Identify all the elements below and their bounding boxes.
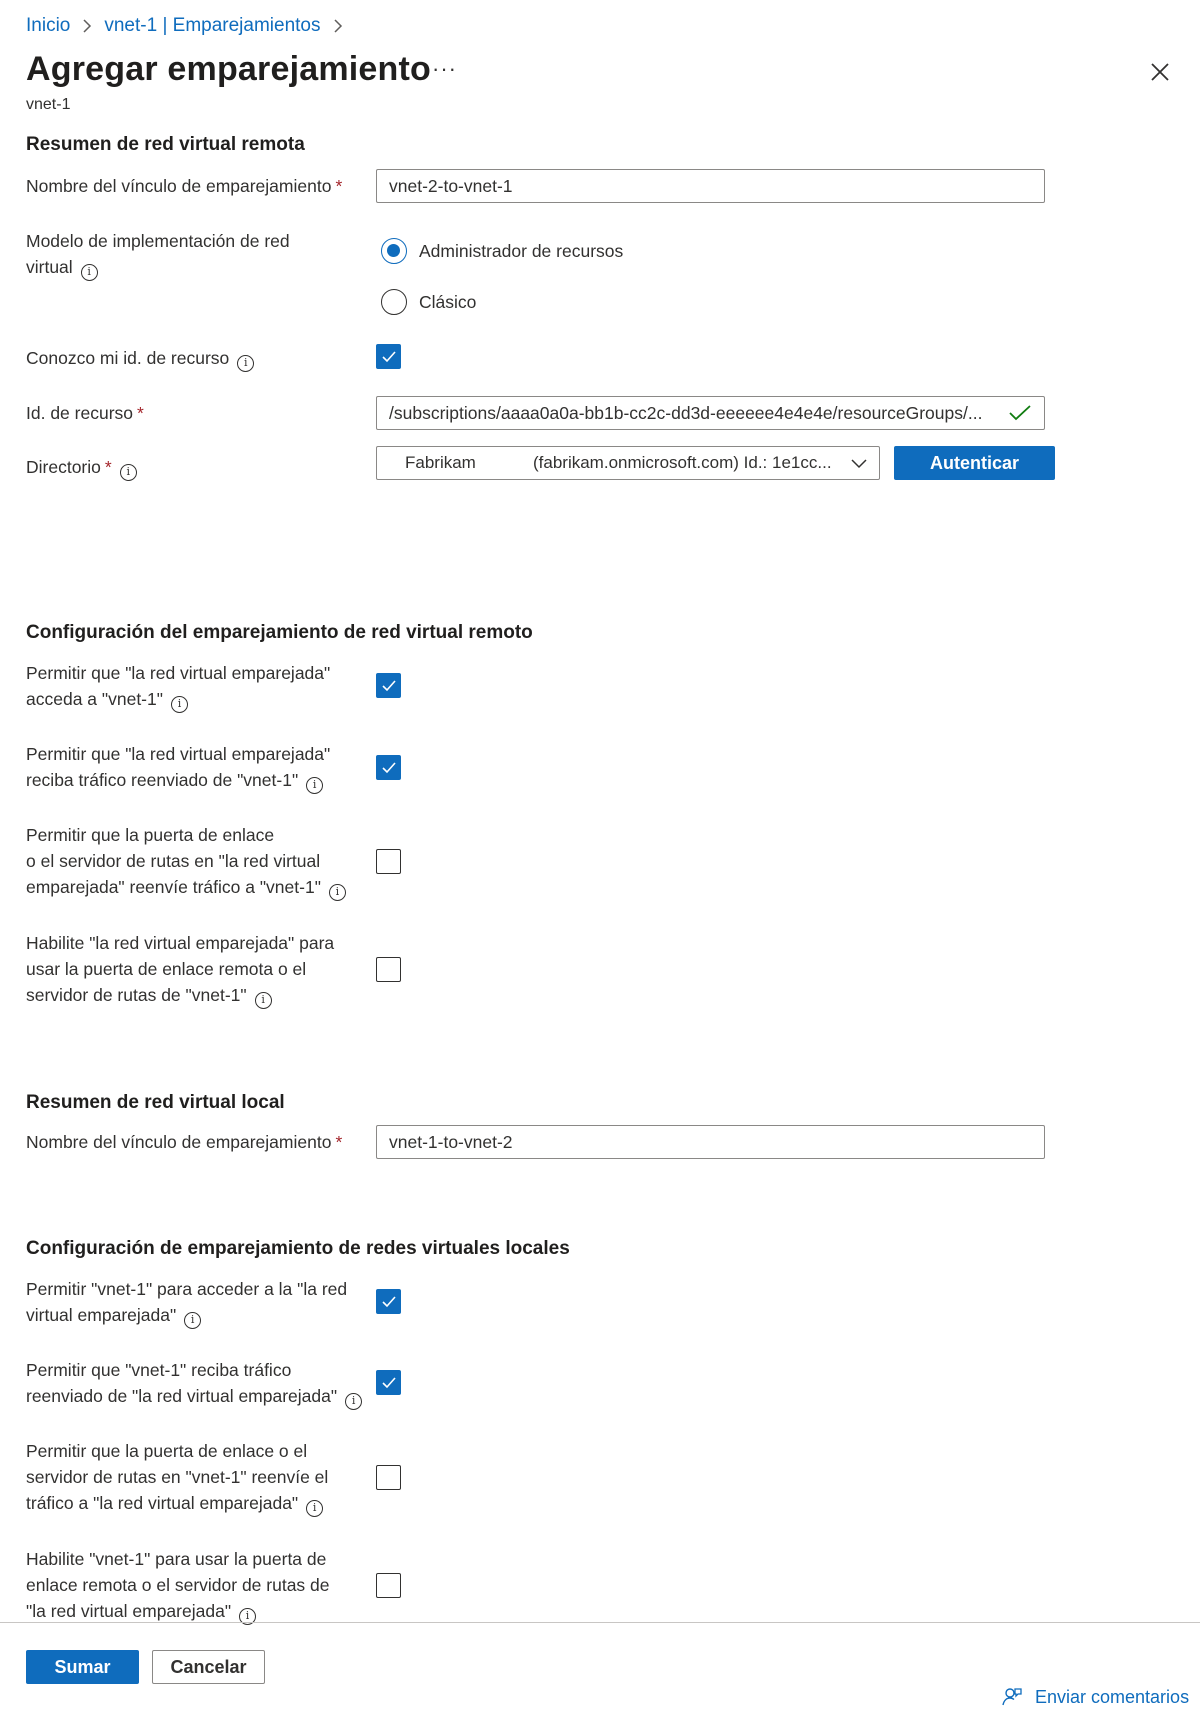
local-option-1-label: Permitir "vnet-1" para acceder a la "la red virtual emparejada" i bbox=[26, 1276, 366, 1329]
radio-button-selected[interactable] bbox=[381, 238, 407, 264]
deploy-model-label: Modelo de implementación de red virtual i bbox=[26, 228, 326, 281]
breadcrumb bbox=[26, 12, 355, 40]
info-icon[interactable]: i bbox=[237, 355, 254, 372]
info-icon[interactable]: i bbox=[306, 777, 323, 794]
local-option-2-label: Permitir que "vnet-1" reciba tráfico reenviado de "la red virtual emparejada" i bbox=[26, 1357, 376, 1410]
chevron-right-icon bbox=[82, 18, 92, 34]
breadcrumb-home-link[interactable]: Inicio bbox=[26, 15, 71, 36]
remote-peering-link-input[interactable] bbox=[376, 169, 1045, 203]
more-options-button[interactable]: ··· bbox=[432, 56, 457, 81]
remote-peering-link-label: Nombre del vínculo de emparejamiento * bbox=[26, 176, 343, 196]
local-peering-link-label: Nombre del vínculo de emparejamiento * bbox=[26, 1132, 343, 1152]
section-title-remote-config: Configuración del emparejamiento de red virtual remoto bbox=[26, 622, 533, 643]
know-resource-id-checkbox[interactable] bbox=[376, 344, 401, 369]
chevron-right-icon bbox=[333, 18, 343, 34]
local-peering-link-value: vnet-1-to-vnet-2 bbox=[389, 1131, 513, 1152]
info-icon[interactable]: i bbox=[329, 884, 346, 901]
info-icon[interactable]: i bbox=[120, 464, 137, 481]
remote-option-3-label: Permitir que la puerta de enlace o el servidor de rutas en "la red virtual emparejada" reenvíe tráfico a "vnet-1" i bbox=[26, 822, 366, 901]
remote-option-3-checkbox[interactable] bbox=[376, 849, 401, 874]
local-option-4-checkbox[interactable] bbox=[376, 1573, 401, 1598]
section-title-local-config: Configuración de emparejamiento de redes virtuales locales bbox=[26, 1238, 570, 1259]
info-icon[interactable]: i bbox=[184, 1312, 201, 1329]
remote-option-1-label: Permitir que "la red virtual emparejada" acceda a "vnet-1" i bbox=[26, 660, 366, 713]
directory-dropdown[interactable] bbox=[376, 446, 880, 480]
checkmark-icon bbox=[377, 756, 400, 779]
info-icon[interactable]: i bbox=[239, 1608, 256, 1625]
page-subtitle: vnet-1 bbox=[26, 96, 71, 113]
checkmark-icon bbox=[377, 1290, 400, 1313]
local-option-3-checkbox[interactable] bbox=[376, 1465, 401, 1490]
checkmark-icon bbox=[377, 345, 400, 368]
local-peering-link-input[interactable] bbox=[376, 1125, 1045, 1159]
info-icon[interactable]: i bbox=[171, 696, 188, 713]
checkmark-icon bbox=[1008, 404, 1032, 422]
checkmark-icon bbox=[377, 674, 400, 697]
local-option-4-label: Habilite "vnet-1" para usar la puerta de enlace remota o el servidor de rutas de "la red virtual emparejada" i bbox=[26, 1546, 366, 1625]
local-option-1-checkbox[interactable] bbox=[376, 1289, 401, 1314]
know-resource-id-label: Conozco mi id. de recurso i bbox=[26, 345, 366, 372]
breadcrumb-peerings-link[interactable]: vnet-1 | Emparejamientos bbox=[104, 15, 321, 36]
resource-id-input[interactable] bbox=[376, 396, 1045, 430]
close-icon bbox=[1146, 58, 1174, 86]
info-icon[interactable]: i bbox=[255, 992, 272, 1009]
directory-detail: (fabrikam.onmicrosoft.com) Id.: 1e1cc... bbox=[533, 453, 832, 472]
resource-id-value: /subscriptions/aaaa0a0a-bb1b-cc2c-dd3d-eeeeee4e4e4e/resourceGroups/... bbox=[389, 402, 983, 423]
section-title-local-summary: Resumen de red virtual local bbox=[26, 1092, 285, 1113]
info-icon[interactable]: i bbox=[81, 264, 98, 281]
info-icon[interactable]: i bbox=[306, 1500, 323, 1517]
section-title-remote-summary: Resumen de red virtual remota bbox=[26, 134, 305, 155]
send-feedback-link[interactable]: Enviar comentarios bbox=[1001, 1686, 1189, 1708]
authenticate-button[interactable]: Autenticar bbox=[894, 446, 1055, 480]
info-icon[interactable]: i bbox=[345, 1393, 362, 1410]
radio-classic[interactable]: Clásico bbox=[381, 289, 476, 315]
cancel-button[interactable]: Cancelar bbox=[152, 1650, 265, 1684]
chevron-down-icon bbox=[849, 453, 869, 473]
close-button[interactable] bbox=[1146, 58, 1174, 86]
resource-id-label: Id. de recurso * bbox=[26, 403, 144, 423]
footer-divider bbox=[0, 1622, 1200, 1623]
remote-peering-link-value: vnet-2-to-vnet-1 bbox=[389, 175, 513, 196]
radio-button[interactable] bbox=[381, 289, 407, 315]
remote-option-4-label: Habilite "la red virtual emparejada" para usar la puerta de enlace remota o el servidor de rutas de "vnet-1" i bbox=[26, 930, 366, 1009]
page-title: Agregar emparejamiento bbox=[26, 50, 431, 88]
directory-label: Directorio * i bbox=[26, 454, 366, 481]
remote-option-2-checkbox[interactable] bbox=[376, 755, 401, 780]
local-option-2-checkbox[interactable] bbox=[376, 1370, 401, 1395]
radio-resource-manager[interactable]: Administrador de recursos bbox=[381, 238, 623, 264]
checkmark-icon bbox=[377, 1371, 400, 1394]
add-button[interactable]: Sumar bbox=[26, 1650, 139, 1684]
feedback-icon bbox=[1001, 1686, 1023, 1708]
remote-option-1-checkbox[interactable] bbox=[376, 673, 401, 698]
local-option-3-label: Permitir que la puerta de enlace o el servidor de rutas en "vnet-1" reenvíe el tráfico a "la red virtual emparejada" i bbox=[26, 1438, 366, 1517]
remote-option-2-label: Permitir que "la red virtual emparejada" reciba tráfico reenviado de "vnet-1" i bbox=[26, 741, 366, 794]
remote-option-4-checkbox[interactable] bbox=[376, 957, 401, 982]
directory-name: Fabrikam bbox=[405, 453, 476, 472]
